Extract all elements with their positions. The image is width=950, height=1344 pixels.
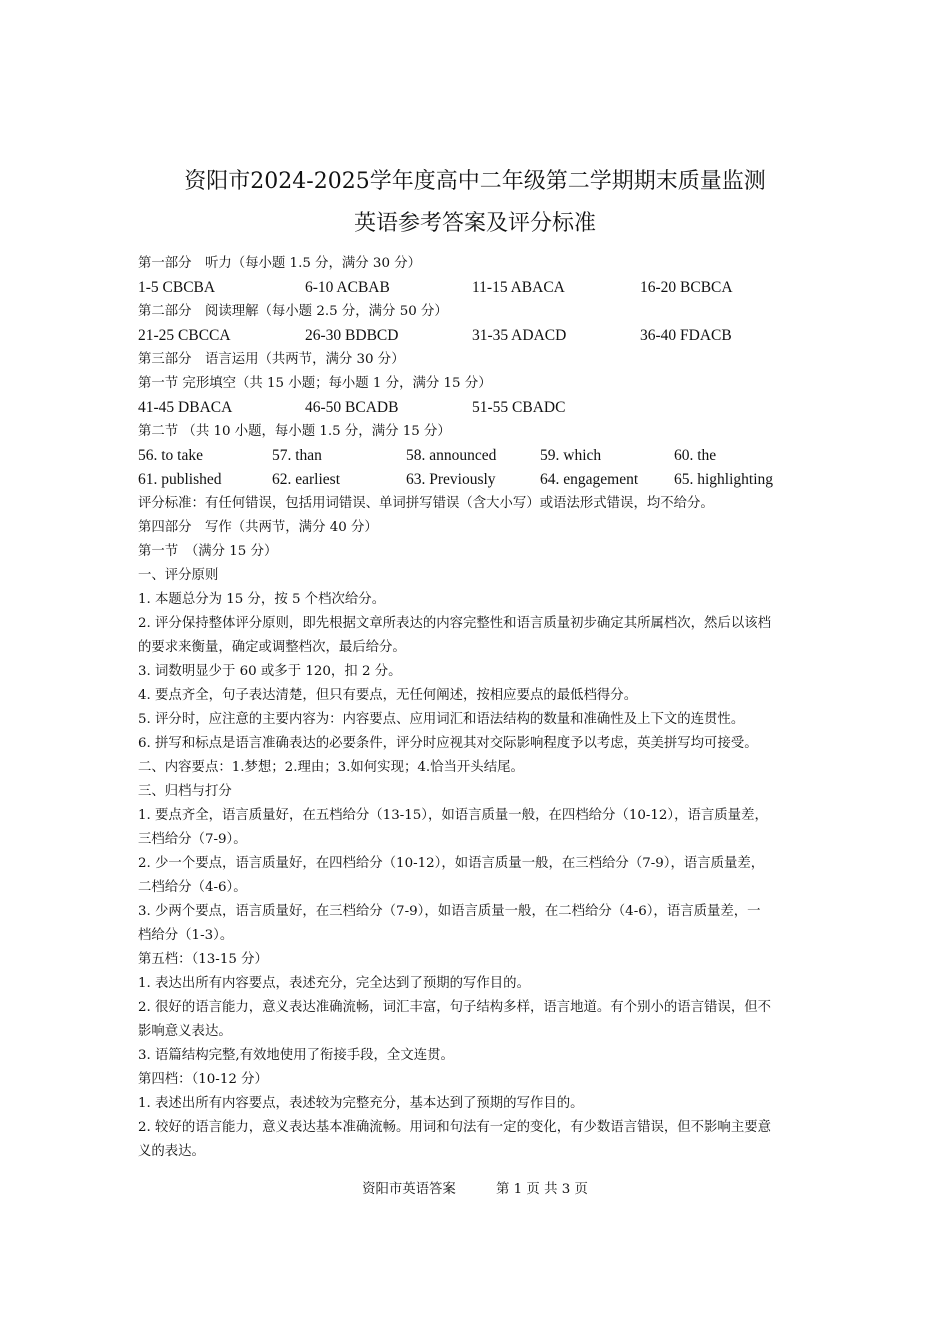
band4-item: 1. 表述出所有内容要点，表述较为完整充分，基本达到了预期的写作目的。	[138, 1096, 584, 1111]
principle-item: 3. 词数明显少于 60 或多于 120，扣 2 分。	[138, 664, 402, 679]
band4-item: 2. 较好的语言能力，意义表达基本准确流畅。用词和句法有一定的变化，有少数语言错误，但不影响主要意	[138, 1120, 771, 1135]
principle-item: 1. 本题总分为 15 分，按 5 个档次给分。	[138, 592, 386, 607]
part3-heading: 第三部分 语言运用（共两节，满分 30 分）	[138, 352, 405, 367]
grading-heading: 三、归档与打分	[138, 784, 232, 799]
principle-item: 4. 要点齐全，句子表达清楚，但只有要点，无任何阐述，按相应要点的最低档得分。	[138, 688, 638, 703]
band4-heading: 第四档：（10-12 分）	[138, 1072, 268, 1087]
answer-item: 59. which	[540, 447, 602, 464]
answer-group: 1-5 CBCBA	[138, 279, 216, 296]
answer-group: 16-20 BCBCA	[640, 279, 733, 296]
answer-item: 63. Previously	[406, 471, 496, 488]
answer-item: 57. than	[272, 447, 322, 464]
answer-item: 60. the	[674, 447, 717, 464]
band5-item: 3. 语篇结构完整,有效地使用了衔接手段，全文连贯。	[138, 1048, 454, 1063]
answer-group: 6-10 ACBAB	[305, 279, 390, 296]
grading-item: 2. 少一个要点，语言质量好，在四档给分（10-12），如语言质量一般，在三档给分（7-9），语言质量差，	[138, 856, 765, 871]
answer-item: 56. to take	[138, 447, 203, 464]
answer-group: 36-40 FDACB	[640, 327, 732, 344]
principle-item: 2. 评分保持整体评分原则，即先根据文章所表达的内容完整性和语言质量初步确定其所属档次，然后以该档	[138, 616, 771, 631]
answer-group: 21-25 CBCCA	[138, 327, 231, 344]
grading-item: 1. 要点齐全，语言质量好，在五档给分（13-15），如语言质量一般，在四档给分（10-12），语言质量差，	[138, 808, 768, 823]
part1-heading: 第一部分 听力（每小题 1.5 分，满分 30 分）	[138, 256, 421, 271]
answer-item: 61. published	[138, 471, 222, 488]
grading-item-cont: 二档给分（4-6）。	[138, 880, 247, 895]
part2-heading: 第二部分 阅读理解（每小题 2.5 分，满分 50 分）	[138, 304, 448, 319]
scoring-criteria: 评分标准：有任何错误，包括用词错误、单词拼写错误（含大小写）或语法形式错误，均不给分。	[138, 496, 714, 511]
part4-heading: 第四部分 写作（共两节，满分 40 分）	[138, 520, 378, 535]
band5-item: 1. 表达出所有内容要点，表述充分，完全达到了预期的写作目的。	[138, 976, 530, 991]
answer-item: 58. announced	[406, 447, 497, 464]
grading-item-cont: 三档给分（7-9）。	[138, 832, 247, 847]
part3-section1-heading: 第一节 完形填空（共 15 小题；每小题 1 分，满分 15 分）	[138, 376, 492, 391]
part3-section2-heading: 第二节 （共 10 小题，每小题 1.5 分，满分 15 分）	[138, 424, 451, 439]
answer-item: 65. highlighting	[674, 471, 774, 488]
page-subtitle: 英语参考答案及评分标准	[353, 211, 596, 236]
principle-item: 5. 评分时，应注意的主要内容为：内容要点、应用词汇和语法结构的数量和准确性及上下文的连贯性。	[138, 712, 745, 727]
answer-group: 31-35 ADACD	[472, 327, 567, 344]
answer-item: 64. engagement	[540, 471, 639, 488]
band5-item-cont: 影响意义表达。	[138, 1024, 232, 1039]
answer-item: 62. earliest	[272, 471, 341, 488]
answer-group: 46-50 BCADB	[305, 399, 399, 416]
page-title: 资阳市2024-2025学年度高中二年级第二学期期末质量监测	[184, 169, 766, 194]
page-footer: 资阳市英语答案 第 1 页 共 3 页	[362, 1182, 588, 1197]
answer-group: 41-45 DBACA	[138, 399, 233, 416]
band4-item-cont: 义的表达。	[138, 1144, 205, 1159]
principles-heading: 一、评分原则	[138, 568, 219, 583]
answer-group: 51-55 CBADC	[472, 399, 566, 416]
answer-group: 11-15 ABACA	[472, 279, 565, 296]
answer-group: 26-30 BDBCD	[305, 327, 399, 344]
principle-item: 6. 拼写和标点是语言准确表达的必要条件，评分时应视其对交际影响程度予以考虑，英美拼写均可接受。	[138, 736, 758, 751]
part4-section1-heading: 第一节 （满分 15 分）	[138, 544, 278, 559]
principle-item-cont: 的要求来衡量，确定或调整档次，最后给分。	[138, 640, 406, 655]
content-points: 二、内容要点：1.梦想；2.理由；3.如何实现；4.恰当开头结尾。	[138, 760, 524, 775]
grading-item-cont: 档给分（1-3）。	[138, 928, 234, 943]
band5-heading: 第五档：（13-15 分）	[138, 952, 268, 967]
grading-item: 3. 少两个要点，语言质量好，在三档给分（7-9），如语言质量一般，在二档给分（4-6），语言质量差，一	[138, 904, 761, 919]
band5-item: 2. 很好的语言能力，意义表达准确流畅，词汇丰富，句子结构多样，语言地道。有个别小的语言错误，但不	[138, 1000, 771, 1015]
